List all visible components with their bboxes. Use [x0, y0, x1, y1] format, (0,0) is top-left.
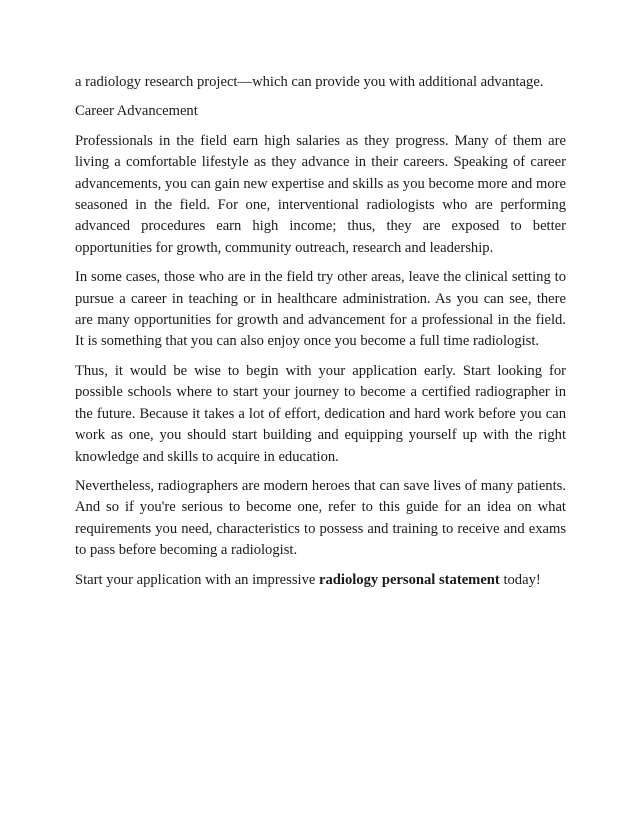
closing-suffix: today!: [499, 571, 541, 588]
paragraph-continued: a radiology research project—which can provide you with additional advantage.: [75, 74, 544, 90]
paragraph-closing: [75, 570, 566, 591]
paragraph-salaries: Professionals in the field earn high salaries as they progress. Many of them are living a comfortable lifestyle as they advance in their careers. Speaking of career advancements, you can gain new expertise and skills as you become more and more seasoned in the field. For one, interventional radiologists who are performing advanced procedures earn high income; thus, they are exposed to better opportunities for growth, community outreach, research and leadership.: [75, 132, 566, 256]
document-page: [75, 72, 566, 599]
paragraph-other-areas: In some cases, those who are in the field try other areas, leave the clinical setting to pursue a career in teaching or in healthcare administration. As you can see, there are many opportunities for growth and advancement for a professional in the field. It is something that you can also enjoy once you become a full time radiologist.: [75, 269, 566, 350]
closing-prefix: Start your application with an impressive: [75, 571, 319, 588]
paragraph-apply-early: Thus, it would be wise to begin with your application early. Start looking for possible schools where to start your journey to become a certified radiographer in the future. Because it takes a lot of effort, dedication and hard work before you can work as one, you should start building and equipping yourself up with the right knowledge and skills to acquire in education.: [75, 362, 566, 465]
closing-highlight: radiology personal statement: [319, 571, 500, 588]
paragraph-heroes: Nevertheless, radiographers are modern heroes that can save lives of many patients. And so if you're serious to become one, refer to this guide for an idea on what requirements you need, characteristics to possess and training to receive and exams to pass before becoming a radiologist.: [75, 477, 566, 559]
section-heading: Career Advancement: [75, 103, 198, 120]
